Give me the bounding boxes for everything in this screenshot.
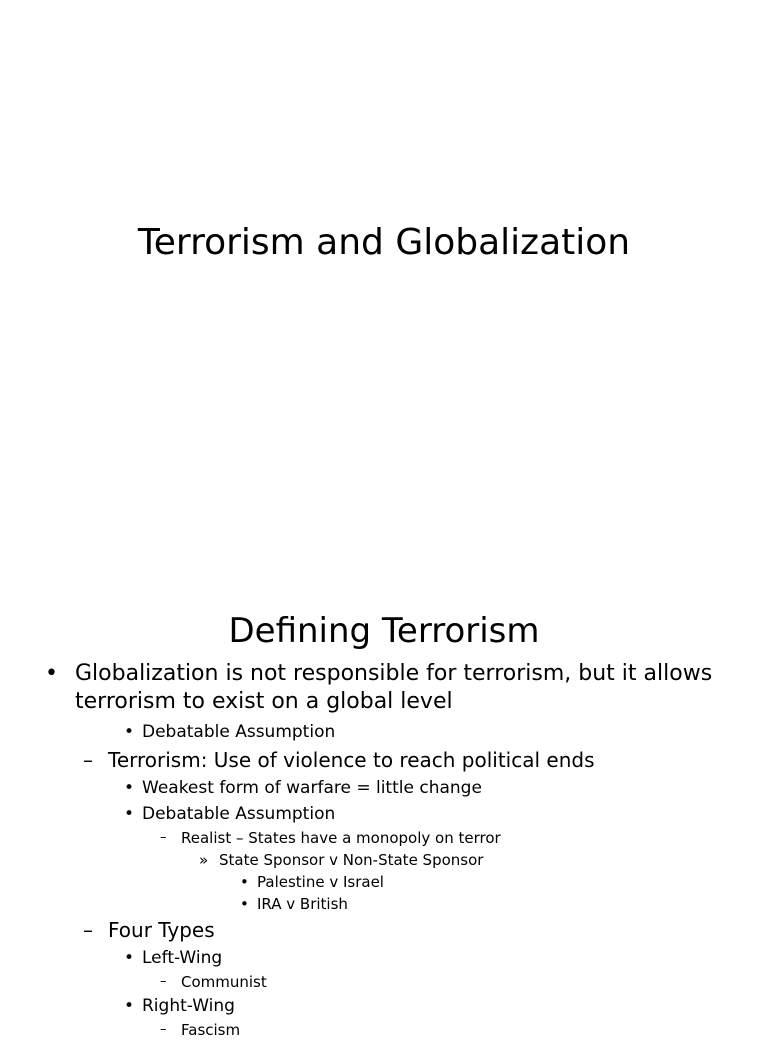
bullet-marker: • xyxy=(124,804,135,824)
bullet-text: Fascism xyxy=(181,1021,241,1039)
content-slide xyxy=(0,590,768,1039)
bullet-item xyxy=(0,720,768,744)
bullet-text: IRA v British xyxy=(257,895,348,913)
bullet-text: Weakest form of warfare = little change xyxy=(142,778,482,798)
bullet-text: State Sponsor v Non-State Sponsor xyxy=(219,851,484,869)
bullet-item xyxy=(0,776,768,800)
bullet-text: Communist xyxy=(181,973,267,991)
bullet-marker: • xyxy=(240,895,249,913)
bullet-text: Palestine v Israel xyxy=(257,873,384,891)
bullet-marker: » xyxy=(199,851,209,869)
bullet-marker: • xyxy=(124,948,135,968)
bullet-item xyxy=(0,994,768,1018)
bullet-item xyxy=(0,660,768,716)
bullet-marker: – xyxy=(160,1022,167,1037)
bullet-text: Globalization is not responsible for terrorism, but it allows terrorism to exist on a global level xyxy=(75,661,713,714)
bullet-text: Left-Wing xyxy=(142,948,223,968)
bullet-item xyxy=(0,746,768,774)
bullet-item xyxy=(0,828,768,848)
bullet-item xyxy=(0,1020,768,1040)
bullet-item xyxy=(0,916,768,944)
bullet-item xyxy=(0,946,768,970)
bullet-marker: • xyxy=(124,722,135,742)
slide-title: Terrorism and Globalization xyxy=(137,222,631,263)
bullet-item xyxy=(0,802,768,826)
bullet-text: Right-Wing xyxy=(142,996,235,1016)
bullet-text: Four Types xyxy=(108,918,215,942)
bullet-text: Debatable Assumption xyxy=(142,722,336,742)
bullet-marker: – xyxy=(160,974,167,989)
bullet-item xyxy=(0,894,768,914)
bullet-text: Terrorism: Use of violence to reach political ends xyxy=(108,748,595,772)
bullet-text: Realist – States have a monopoly on terror xyxy=(181,829,501,847)
bullet-text: Debatable Assumption xyxy=(142,804,336,824)
slide-heading: Defining Terrorism xyxy=(228,611,540,651)
bullet-item xyxy=(0,850,768,870)
bullet-item xyxy=(0,972,768,992)
bullet-marker: – xyxy=(83,748,93,772)
bullet-marker: – xyxy=(83,918,93,942)
bullet-marker: – xyxy=(160,830,167,845)
bullet-item xyxy=(0,872,768,892)
bullet-marker: • xyxy=(240,873,249,891)
bullet-marker: • xyxy=(124,996,135,1016)
bullet-marker: • xyxy=(45,661,58,686)
bullet-marker: • xyxy=(124,778,135,798)
bullet-list xyxy=(0,660,768,1042)
